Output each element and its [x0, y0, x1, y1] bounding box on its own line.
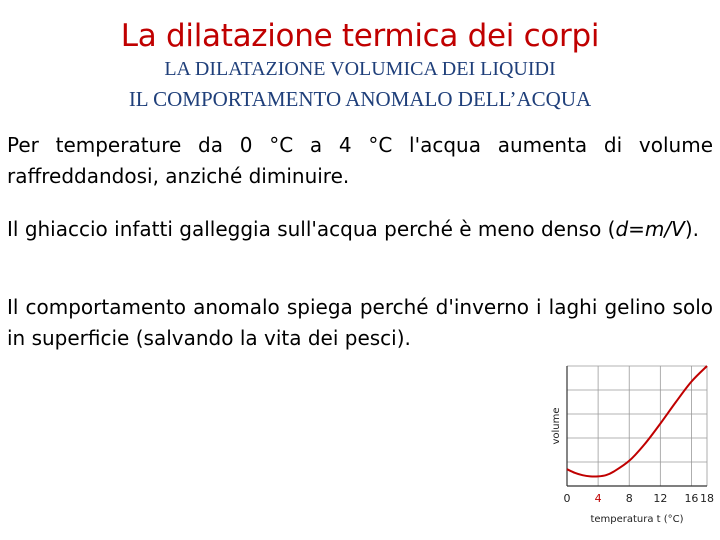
subtitle-volumetric-expansion: LA DILATAZIONE VOLUMICA DEI LIQUIDI: [164, 58, 556, 80]
slide-title: La dilatazione termica dei corpi: [120, 18, 600, 54]
x-axis-label: temperatura t (°C): [590, 514, 684, 525]
density-formula: d=m/V: [615, 217, 685, 241]
paragraph-ice-floats: [7, 214, 713, 245]
volume-temperature-chart: [545, 358, 720, 540]
x-tick-label: 8: [625, 492, 633, 505]
chart-svg: [545, 358, 720, 540]
subtitle-water-anomaly: IL COMPORTAMENTO ANOMALO DELL’ACQUA: [128, 87, 592, 111]
x-tick-label: 4: [594, 492, 602, 505]
y-axis-label: volume: [551, 407, 562, 445]
x-tick-label: 0: [563, 492, 571, 505]
ice-text-end: ).: [684, 217, 699, 241]
volume-curve: [567, 366, 707, 477]
paragraph-anomaly: Per temperature da 0 °C a 4 °C l'acqua aumenta di volume raffreddandosi, anziché diminuire.: [7, 133, 713, 188]
x-tick-label: 16: [684, 492, 699, 505]
x-tick-label: 12: [653, 492, 668, 505]
paragraph-lakes: Il comportamento anomalo spiega perché d'inverno i laghi gelino solo in superficie (salvando la vita dei pesci).: [7, 295, 713, 350]
ice-text: Il ghiaccio infatti galleggia sull'acqua perché è meno denso (: [7, 217, 616, 241]
x-tick-label: 18: [700, 492, 714, 505]
